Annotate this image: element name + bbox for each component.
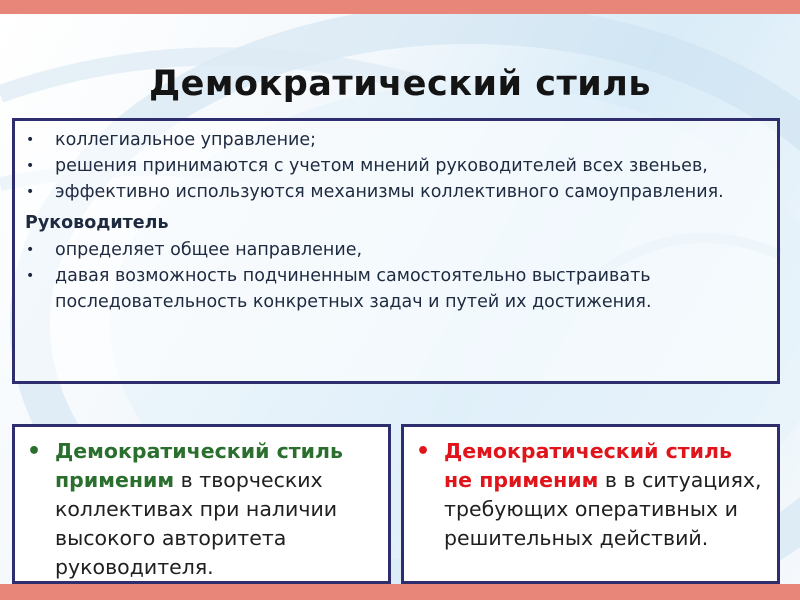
applicable-text: в творческих коллективах при наличии высокого авторитета руководителя. [55, 468, 338, 579]
list-item: • давая возможность подчиненным самостоятельно выстраивать последовательность конкретных задач и путей их достижения. [15, 263, 777, 315]
bullet-icon: • [26, 132, 35, 148]
slide-title: Демократический стиль [148, 64, 652, 104]
description-box [12, 118, 780, 384]
applicable-item [15, 427, 388, 582]
red-bullet-icon: • [416, 439, 431, 464]
leader-list [15, 237, 777, 315]
list-item: • определяет общее направление, [15, 237, 777, 263]
slide [0, 14, 800, 584]
not-applicable-text: в в ситуациях, требующих оперативных и решительных действий. [444, 468, 762, 550]
applicable-highlight: Демократический стиль применим [55, 439, 343, 492]
green-bullet-icon: • [27, 439, 42, 464]
bullet-icon: • [26, 184, 35, 200]
not-applicable-highlight: Демократический стиль не применим [444, 439, 732, 492]
characteristics-list [15, 127, 777, 205]
list-item: • решения принимаются с учетом мнений руководителей всех звеньев, [15, 153, 777, 179]
list-item: • коллегиальное управление; [15, 127, 777, 153]
applicable-box [12, 424, 391, 584]
bullet-icon: • [26, 268, 35, 284]
bullet-icon: • [26, 158, 35, 174]
not-applicable-box [401, 424, 780, 584]
bullet-icon: • [26, 242, 35, 258]
leader-heading: Руководитель [25, 213, 169, 233]
not-applicable-item [404, 427, 777, 553]
list-item: • эффективно используются механизмы коллективного самоуправления. [15, 179, 777, 205]
